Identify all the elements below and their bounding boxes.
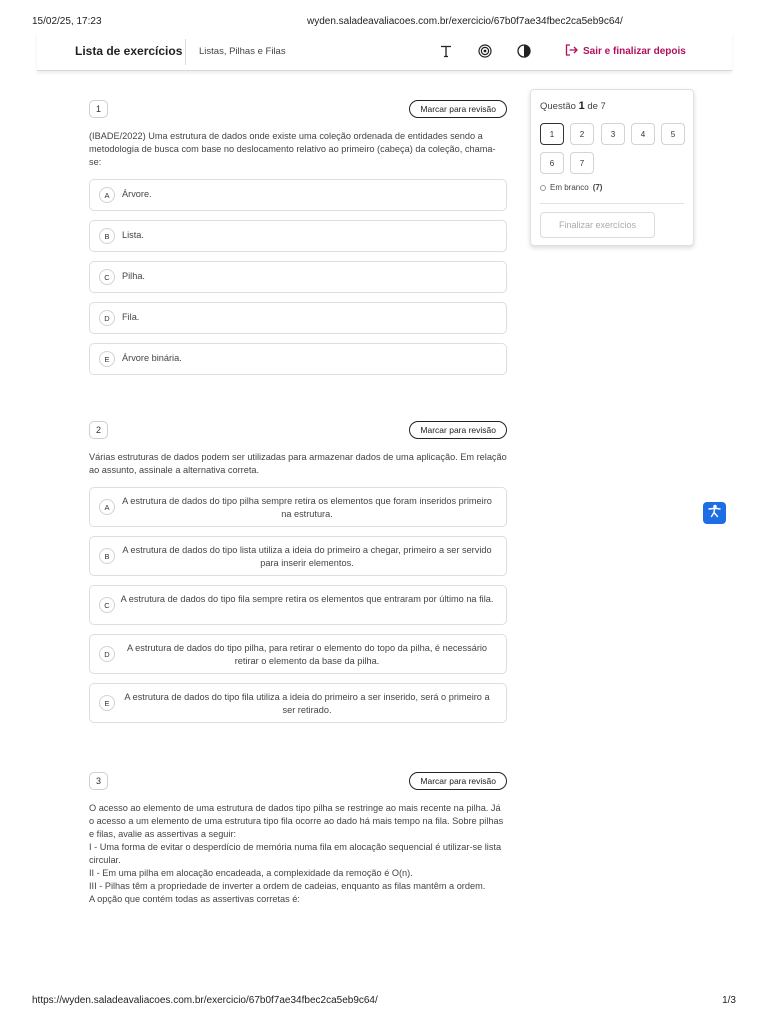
option-b[interactable] xyxy=(89,536,507,576)
header-divider xyxy=(185,39,186,65)
option-text: Lista. xyxy=(122,230,144,240)
option-letter: B xyxy=(99,228,115,244)
option-text: A estrutura de dados do tipo pilha, para retirar o elemento do topo da pilha, é necessário retirar o elemento da base da pilha. xyxy=(126,643,488,666)
question-number: 2 xyxy=(89,421,108,439)
question-1 xyxy=(89,100,507,375)
option-text: Árvore binária. xyxy=(122,353,182,363)
print-datetime: 15/02/25, 17:23 xyxy=(32,16,102,27)
option-text: Fila. xyxy=(122,312,140,322)
question-text-line: A opção que contém todas as assertivas corretas é: xyxy=(89,894,300,904)
nav-question-4[interactable]: 4 xyxy=(631,123,655,145)
option-a[interactable] xyxy=(89,487,507,527)
option-a[interactable] xyxy=(89,179,507,211)
nav-question-2[interactable]: 2 xyxy=(570,123,594,145)
nav-question-3[interactable]: 3 xyxy=(601,123,625,145)
option-letter: E xyxy=(99,695,115,711)
blank-count: (7) xyxy=(592,183,603,192)
question-text-line: II - Em uma pilha em alocação encadeada, a complexidade da remoção é O(n). xyxy=(89,868,413,878)
option-d[interactable] xyxy=(89,634,507,674)
nav-question-5[interactable]: 5 xyxy=(661,123,685,145)
mark-review-button[interactable]: Marcar para revisão xyxy=(409,772,507,790)
blank-status xyxy=(540,183,602,192)
exit-button[interactable] xyxy=(565,44,686,59)
subject-title: Listas, Pilhas e Filas xyxy=(199,46,286,57)
target-icon[interactable] xyxy=(476,42,494,60)
nav-question-1[interactable]: 1 xyxy=(540,123,564,145)
option-letter: D xyxy=(99,310,115,326)
option-letter: A xyxy=(99,187,115,203)
question-text: Várias estruturas de dados podem ser utilizadas para armazenar dados de uma aplicação. Em relação ao assunto, assinale a alternativa correta. xyxy=(89,452,507,475)
option-letter: B xyxy=(99,548,115,564)
finish-button[interactable]: Finalizar exercícios xyxy=(540,212,655,238)
option-text: A estrutura de dados do tipo lista utiliza a ideia do primeiro a chegar, primeiro a ser servido para inserir elementos. xyxy=(122,545,492,568)
mark-review-button[interactable]: Marcar para revisão xyxy=(409,100,507,118)
question-2 xyxy=(89,421,507,723)
option-text: Árvore. xyxy=(122,189,152,199)
print-page-number: 1/3 xyxy=(722,995,736,1006)
option-letter: D xyxy=(99,646,115,662)
question-navigator xyxy=(530,89,694,246)
contrast-icon[interactable] xyxy=(515,42,533,60)
panel-divider xyxy=(540,203,684,204)
blank-label: Em branco xyxy=(550,183,589,192)
question-3 xyxy=(89,772,507,906)
option-text: Pilha. xyxy=(122,271,145,281)
option-c[interactable] xyxy=(89,261,507,293)
question-text-line: III - Pilhas têm a propriedade de inverter a ordem de cadeias, enquanto as filas mantêm a ordem. xyxy=(89,881,486,891)
option-text: A estrutura de dados do tipo pilha sempre retira os elementos que foram inseridos primeiro na estrutura. xyxy=(122,496,492,519)
exit-label: Sair e finalizar depois xyxy=(583,46,686,57)
question-text-line: O acesso ao elemento de uma estrutura de dados tipo pilha se restringe ao mais recente na pilha. Já o acesso a um elemento de uma estrutura tipo fila ocorre ao dado há mais tempo na fila. Sobre pilhas e filas, avalie as assertivas a seguir: xyxy=(89,803,504,839)
question-text-line: I - Uma forma de evitar o desperdício de memória numa fila em alocação sequencial é utilizar-se lista circular. xyxy=(89,842,502,865)
question-counter xyxy=(540,100,606,112)
option-letter: C xyxy=(99,269,115,285)
accessibility-icon xyxy=(707,504,722,523)
question-number: 1 xyxy=(89,100,108,118)
font-size-icon[interactable] xyxy=(437,42,455,60)
print-footer-url: https://wyden.saladeavaliacoes.com.br/exercicio/67b0f7ae34fbec2ca5eb9c64/ xyxy=(32,995,378,1006)
print-header xyxy=(32,16,736,30)
print-footer xyxy=(32,995,736,1009)
print-url: wyden.saladeavaliacoes.com.br/exercicio/67b0f7ae34fbec2ca5eb9c64/ xyxy=(307,16,623,27)
option-text: A estrutura de dados do tipo fila sempre retira os elementos que entraram por último na fila. xyxy=(120,594,494,604)
option-b[interactable] xyxy=(89,220,507,252)
accessibility-button[interactable] xyxy=(703,502,726,524)
blank-dot-icon xyxy=(540,185,546,191)
option-c[interactable] xyxy=(89,585,507,625)
question-text: (IBADE/2022) Uma estrutura de dados onde existe uma coleção ordenada de entidades sendo a metodologia de busca com base no deslocamento relativo ao primeiro (cabeça) da coleção, chama-se: xyxy=(89,131,496,167)
question-counter-label: Questão xyxy=(540,101,576,112)
option-letter: E xyxy=(99,351,115,367)
top-bar xyxy=(37,33,732,71)
option-e[interactable] xyxy=(89,343,507,375)
exit-icon xyxy=(565,44,578,59)
option-d[interactable] xyxy=(89,302,507,334)
mark-review-button[interactable]: Marcar para revisão xyxy=(409,421,507,439)
nav-question-6[interactable]: 6 xyxy=(540,152,564,174)
option-letter: A xyxy=(99,499,115,515)
current-question: 1 xyxy=(578,100,585,112)
option-e[interactable] xyxy=(89,683,507,723)
question-number: 3 xyxy=(89,772,108,790)
nav-question-7[interactable]: 7 xyxy=(570,152,594,174)
question-total: de 7 xyxy=(587,101,606,112)
app-title: Lista de exercícios xyxy=(75,44,183,58)
question-text xyxy=(89,802,507,906)
option-text: A estrutura de dados do tipo fila utiliza a ideia do primeiro a ser inserido, será o primeiro a ser retirado. xyxy=(124,692,490,715)
option-letter: C xyxy=(99,597,115,613)
